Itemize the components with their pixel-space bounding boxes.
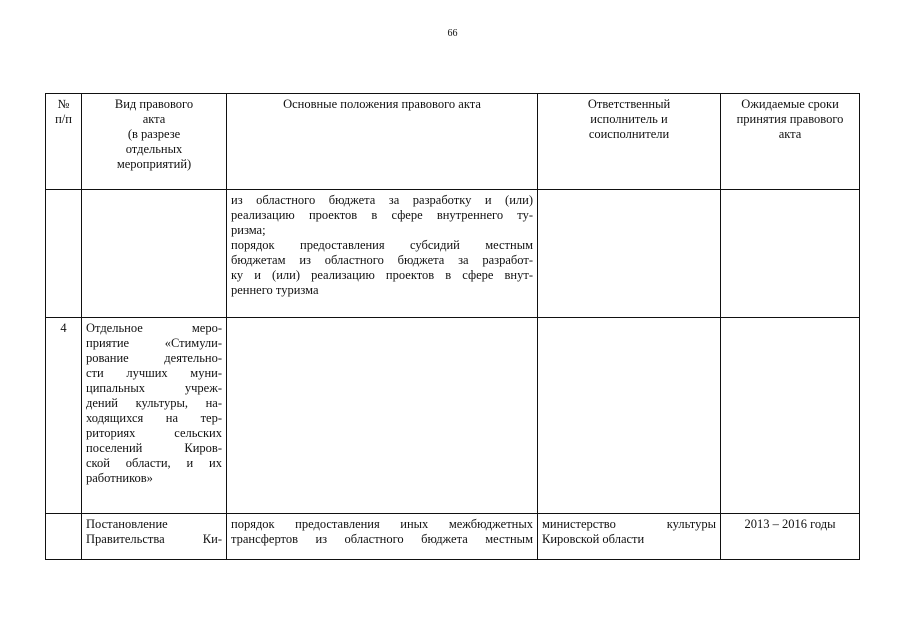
header-num	[46, 94, 82, 190]
header-executor	[538, 94, 721, 190]
kind-line: Отдельное меро-	[86, 321, 222, 335]
kind-line: дений культуры, на-	[86, 396, 222, 410]
kind-line: риториях сельских	[86, 426, 222, 440]
cell-num: 4	[46, 318, 82, 514]
cell-terms	[721, 190, 860, 318]
kind-line: приятие «Стимули-	[86, 336, 222, 350]
cell-terms: 2013 – 2016 годы	[721, 514, 860, 560]
cell-num	[46, 190, 82, 318]
header-kind-line: (в разрезе	[127, 127, 181, 141]
header-provisions	[227, 94, 538, 190]
cell-kind	[82, 514, 227, 560]
cell-provisions	[227, 514, 538, 560]
header-executor-line: исполнитель и	[590, 112, 668, 126]
executor-line: министерство культуры	[542, 517, 716, 531]
provision-line: порядок предоставления иных межбюджетных	[231, 517, 533, 531]
provision-line: из областного бюджета за разработку и (или)	[231, 193, 533, 207]
header-terms	[721, 94, 860, 190]
kind-line: ходящихся на тер-	[86, 411, 222, 425]
header-kind	[82, 94, 227, 190]
table-header-row	[46, 94, 860, 190]
provision-line: реннего туризма	[231, 283, 319, 297]
provision-line: порядок предоставления субсидий местным	[231, 238, 533, 252]
page-number: 66	[447, 28, 458, 39]
cell-executor	[538, 318, 721, 514]
provision-line: ку и (или) реализацию проектов в сфере внут-	[231, 268, 533, 282]
cell-kind	[82, 318, 227, 514]
header-num-line: №	[57, 97, 70, 111]
header-terms-line: акта	[778, 127, 802, 141]
header-kind-line: мероприятий)	[116, 157, 192, 171]
header-provisions-line: Основные положения правового акта	[283, 97, 481, 111]
header-kind-line: отдельных	[125, 142, 183, 156]
kind-line: ципальных учреж-	[86, 381, 222, 395]
cell-provisions	[227, 190, 538, 318]
provision-line: бюджетам из областного бюджета за разработ-	[231, 253, 533, 267]
header-num-line: п/п	[55, 112, 72, 126]
cell-kind	[82, 190, 227, 318]
header-terms-line: принятия правового	[736, 112, 844, 126]
cell-executor	[538, 514, 721, 560]
header-executor-line: Ответственный	[587, 97, 671, 111]
header-kind-line: Вид правового	[114, 97, 194, 111]
provision-line: трансфертов из областного бюджета местным	[231, 532, 533, 546]
cell-executor	[538, 190, 721, 318]
table-row	[46, 514, 860, 560]
table-row	[46, 190, 860, 318]
table-row	[46, 318, 860, 514]
kind-line: ской области, и их	[86, 456, 222, 470]
kind-line: сти лучших муни-	[86, 366, 222, 380]
header-terms-line: Ожидаемые сроки	[741, 97, 839, 111]
cell-provisions	[227, 318, 538, 514]
cell-num	[46, 514, 82, 560]
provision-line: реализацию проектов в сфере внутреннего ту-	[231, 208, 533, 222]
header-kind-line: акта	[142, 112, 166, 126]
provision-line: ризма;	[231, 223, 266, 237]
legal-acts-table	[45, 93, 860, 560]
kind-line: Правительства Ки-	[86, 532, 222, 546]
header-executor-line: соисполнители	[588, 127, 670, 141]
kind-line: рование деятельно-	[86, 351, 222, 365]
kind-line: поселений Киров-	[86, 441, 222, 455]
executor-line: Кировской области	[542, 532, 645, 546]
kind-line: Постановление	[86, 517, 168, 531]
cell-terms	[721, 318, 860, 514]
kind-line: работников»	[86, 471, 153, 485]
